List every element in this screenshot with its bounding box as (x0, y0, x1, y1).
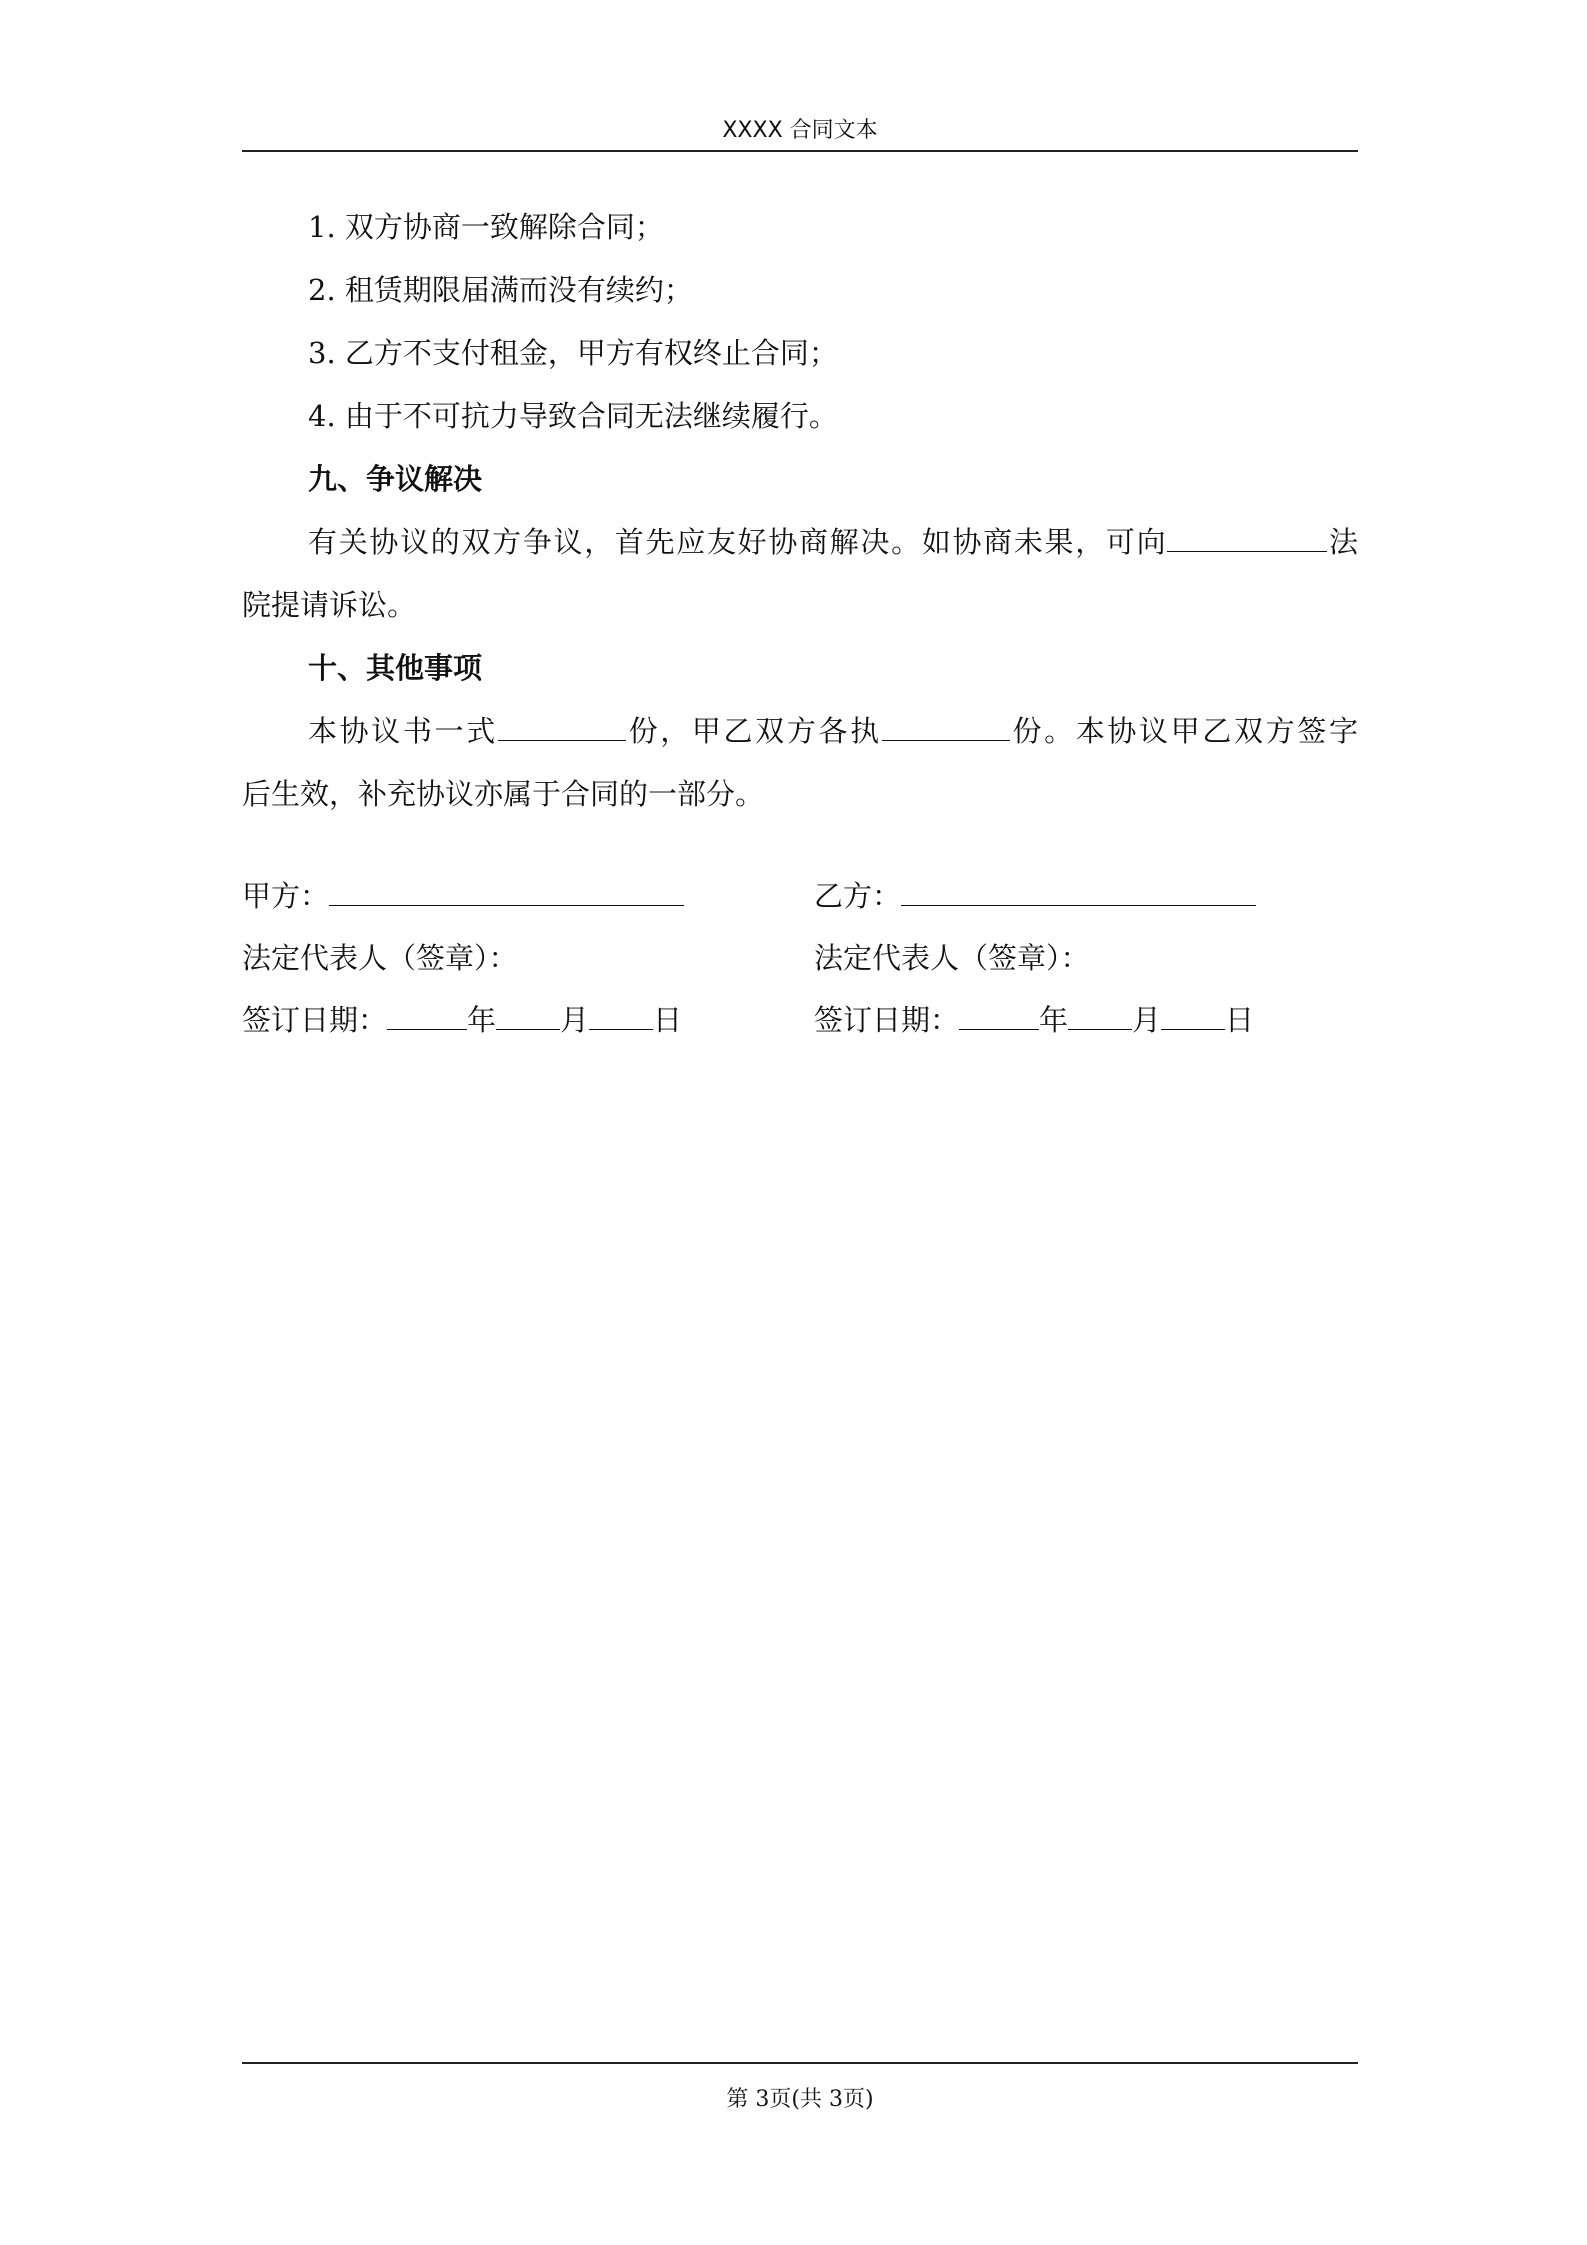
copies-each-blank (882, 712, 1010, 741)
section-heading: 十、其他事项 (308, 651, 483, 685)
page-number: 第 3页(共 3页) (726, 2087, 874, 2112)
day-label: 日 (653, 1003, 683, 1037)
year-blank (387, 1001, 467, 1030)
list-item: 3. 乙方不支付租金，甲方有权终止合同； (308, 336, 838, 370)
month-label: 月 (560, 1003, 590, 1037)
day-blank (1161, 1001, 1225, 1030)
day-blank (589, 1001, 653, 1030)
party-a-blank (329, 877, 684, 906)
paragraph-line: 后生效，补充协议亦属于合同的一部分。 (242, 777, 765, 811)
paragraph-line (242, 700, 1358, 763)
copies-blank (498, 712, 626, 741)
page-footer (242, 2062, 1358, 2113)
page-header: XXXX 合同文本 (242, 112, 1358, 152)
document-body (242, 196, 1358, 826)
month-blank (1068, 1001, 1132, 1030)
party-b-row (814, 876, 1256, 916)
paragraph-line (242, 511, 1358, 574)
year-label: 年 (1039, 1003, 1069, 1037)
month-blank (496, 1001, 560, 1030)
party-b-legal-rep: 法定代表人（签章）： (814, 941, 1090, 975)
court-blank (1167, 523, 1327, 552)
paragraph-text: 份。本协议甲乙双方签字 (1009, 714, 1358, 748)
party-a-legal-rep: 法定代表人（签章）： (242, 941, 518, 975)
list-item: 4. 由于不可抗力导致合同无法继续履行。 (308, 399, 838, 433)
party-a-row (242, 876, 684, 916)
paragraph-text: 法 (1327, 525, 1358, 559)
date-label: 签订日期： (814, 1003, 960, 1037)
section-heading: 九、争议解决 (308, 462, 483, 496)
party-b-date-row (814, 1000, 1254, 1040)
list-item: 1. 双方协商一致解除合同； (308, 210, 664, 244)
day-label: 日 (1225, 1003, 1255, 1037)
paragraph-text: 本协议书一式 (308, 714, 498, 748)
date-label: 签订日期： (242, 1003, 388, 1037)
list-item: 2. 租赁期限届满而没有续约； (308, 273, 693, 307)
paragraph-text: 有关协议的双方争议，首先应友好协商解决。如协商未果，可向 (308, 525, 1168, 559)
paragraph-text: 份，甲乙双方各执 (625, 714, 882, 748)
party-b-blank (901, 877, 1256, 906)
party-b-label: 乙方： (814, 879, 902, 913)
party-a-label: 甲方： (242, 879, 330, 913)
year-label: 年 (467, 1003, 497, 1037)
year-blank (959, 1001, 1039, 1030)
party-a-date-row (242, 1000, 682, 1040)
month-label: 月 (1132, 1003, 1162, 1037)
paragraph-line: 院提请诉讼。 (242, 588, 417, 622)
